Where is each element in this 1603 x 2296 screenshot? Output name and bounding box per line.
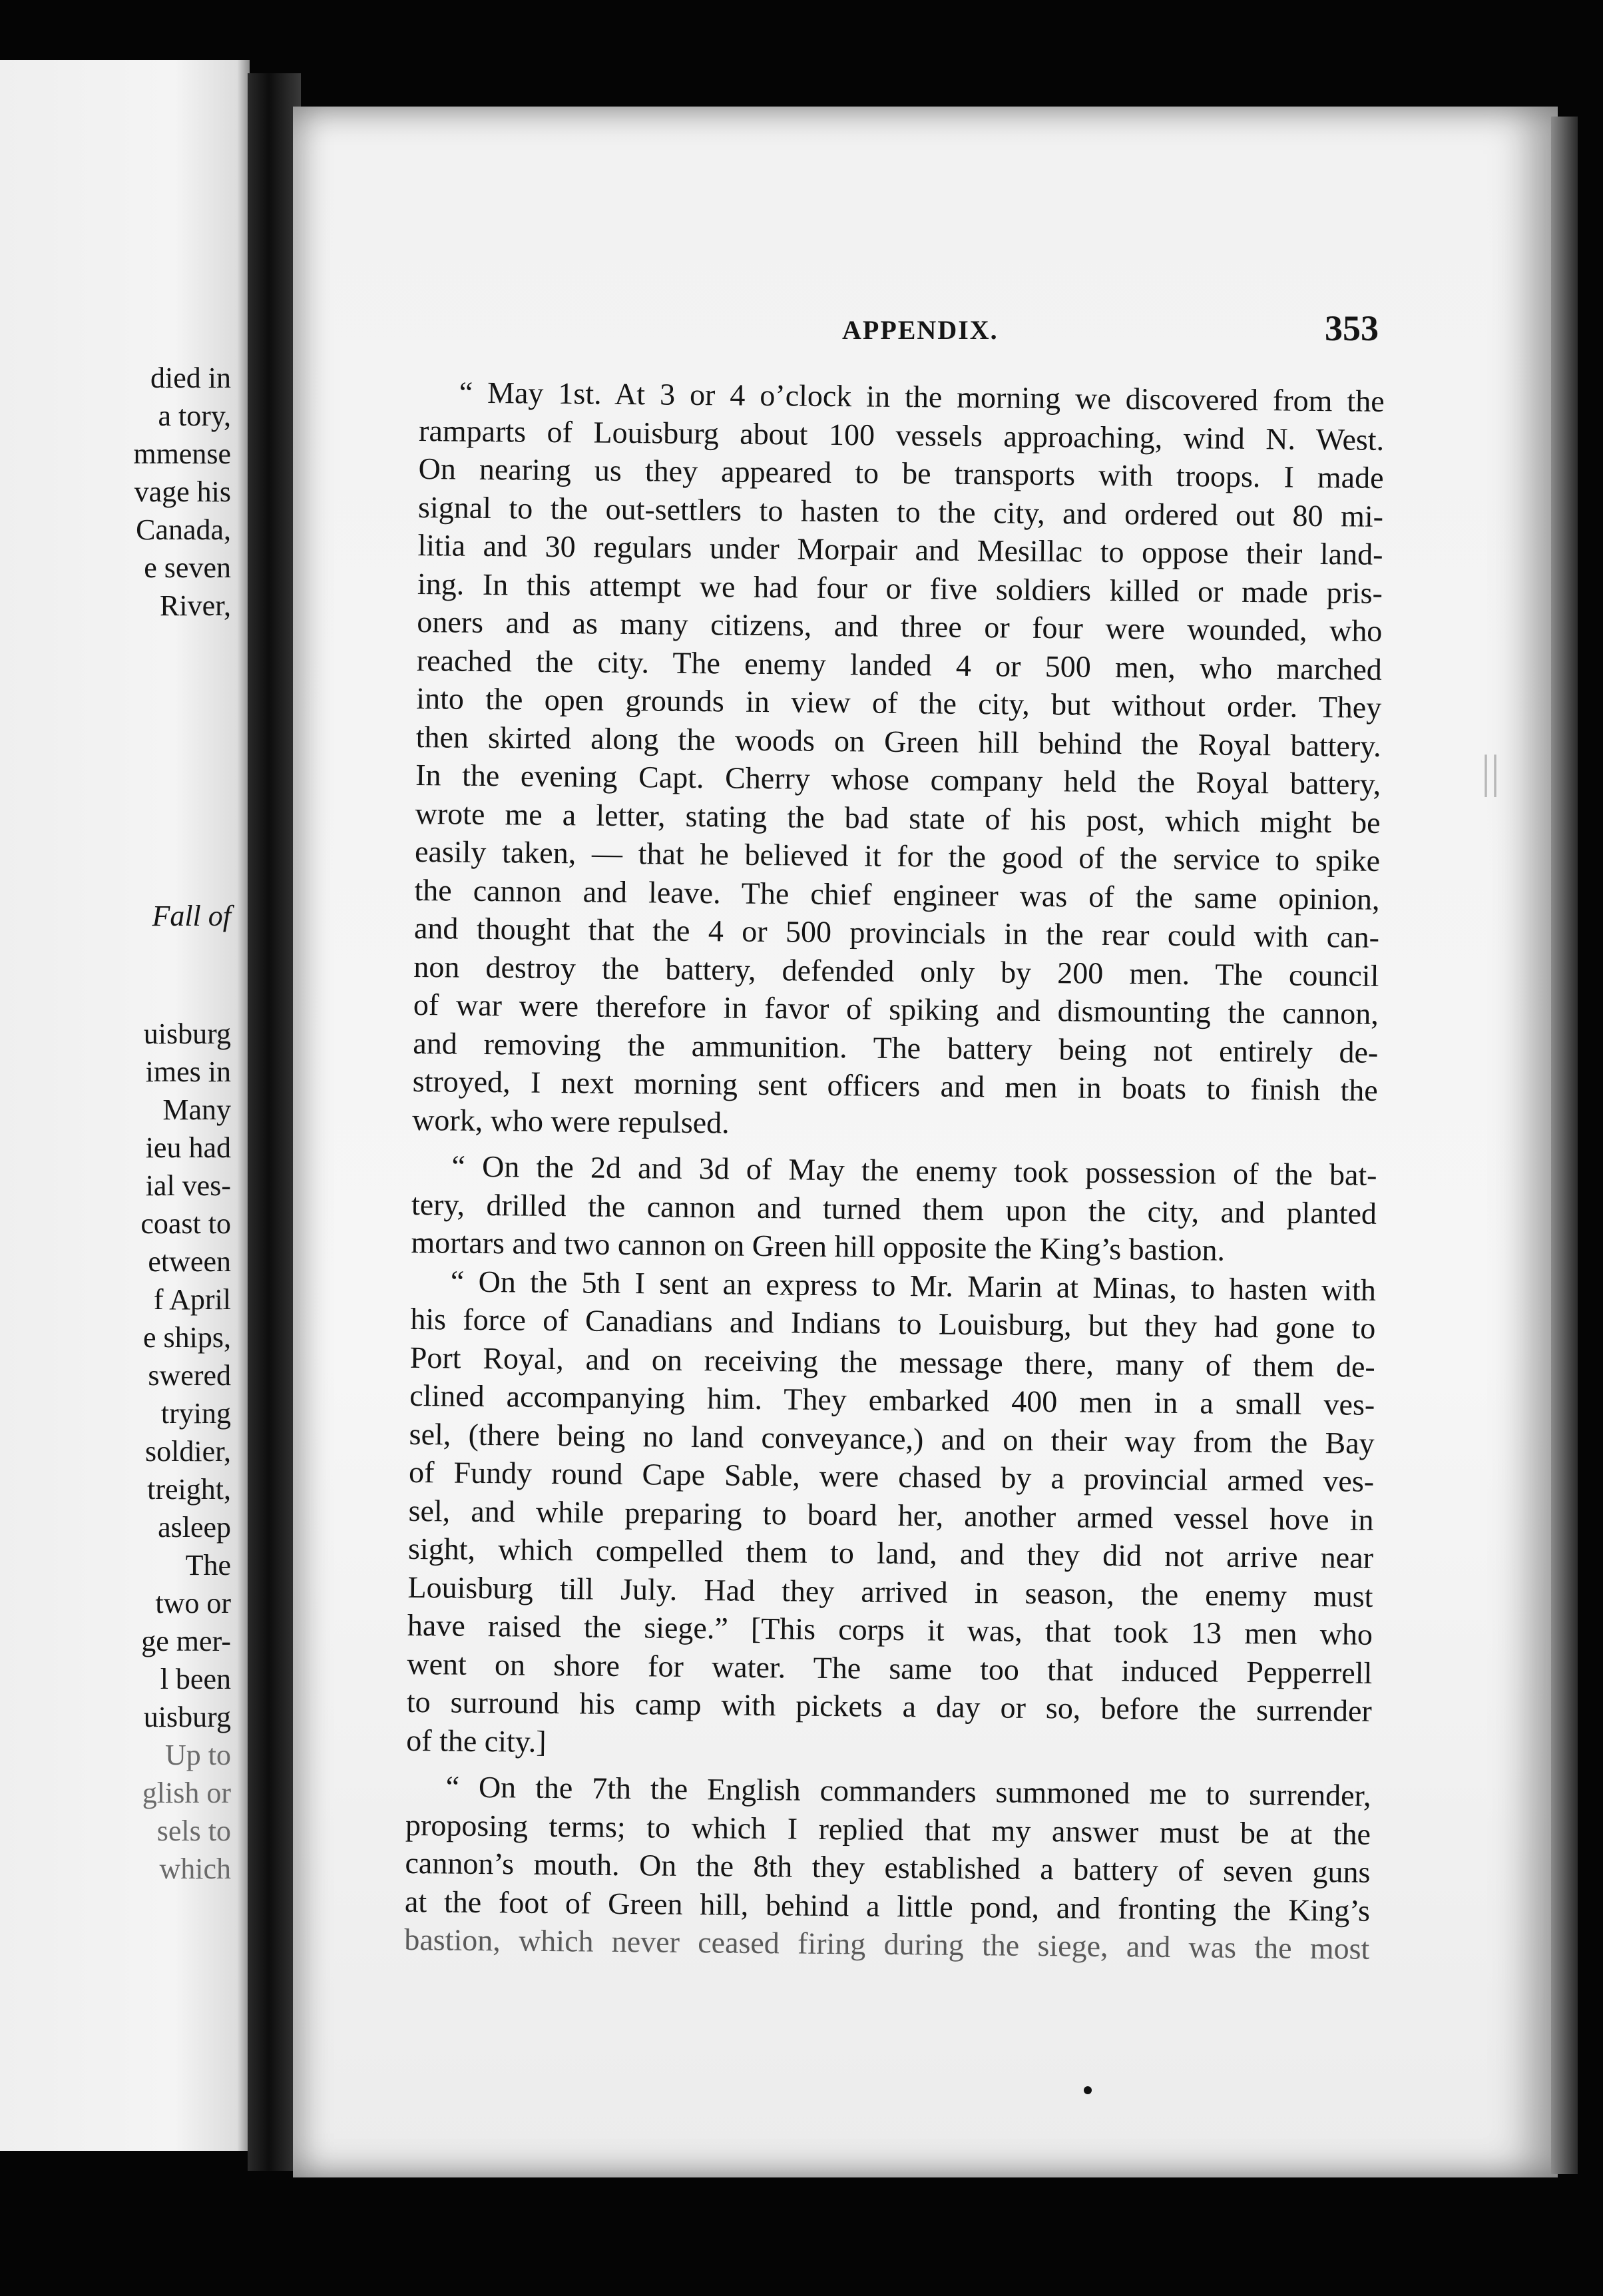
text-line: proposing terms; to which I replied that my answer must be at the	[405, 1807, 1371, 1851]
left-page-line: died in	[150, 362, 231, 394]
text-line: and removing the ammunition. The battery being not entirely de-	[413, 1025, 1379, 1069]
left-page-line: asleep	[158, 1511, 231, 1544]
text-line: Port Royal, and on receiving the message there, many of them de-	[409, 1340, 1375, 1384]
ink-dot	[1084, 2086, 1092, 2094]
page-edge-shadow	[1551, 117, 1578, 2174]
text-line: sel, and while preparing to board her, another armed vessel hove in	[408, 1493, 1374, 1537]
left-page-line: trying	[160, 1397, 231, 1430]
left-page-line: ge mer-	[141, 1625, 231, 1657]
left-page-line: which	[159, 1853, 231, 1885]
left-page-line: glish or	[142, 1777, 231, 1809]
text-line: to surround his camp with pickets a day or so, before the surrender	[406, 1684, 1373, 1728]
text-line: “ On the 2d and 3d of May the enemy took possession of the bat-	[451, 1149, 1377, 1192]
text-line: work, who were repulsed.	[411, 1102, 730, 1140]
left-page-line: ial ves-	[145, 1169, 231, 1202]
left-page-line: Many	[162, 1093, 231, 1126]
text-line: “ On the 5th I sent an express to Mr. Marin at Minas, to hasten with	[450, 1264, 1377, 1307]
text-line: into the open grounds in view of the city, but without order. They	[416, 681, 1382, 724]
left-page-line: sels to	[156, 1815, 231, 1847]
body-text	[404, 373, 1385, 1968]
page-number: 353	[1325, 308, 1379, 348]
left-page-line: Fall of	[152, 900, 231, 932]
left-page-line: mmense	[133, 437, 231, 470]
left-page-line: f April	[153, 1283, 231, 1316]
text-line: the cannon and leave. The chief engineer was of the same opinion,	[414, 872, 1380, 916]
text-line: his force of Canadians and Indians to Louisburg, but they had gone to	[410, 1301, 1376, 1345]
text-line: cannon’s mouth. On the 8th they established a battery of seven guns	[405, 1845, 1371, 1889]
left-page-line: treight,	[147, 1473, 231, 1506]
text-line: oners and as many citizens, and three or four were wounded, who	[417, 604, 1383, 648]
left-page-line: e ships,	[143, 1321, 231, 1354]
text-line: stroyed, I next morning sent officers and men in boats to finish the	[412, 1063, 1378, 1107]
running-header: APPENDIX.	[842, 315, 999, 345]
text-line: and thought that the 4 or 500 provincials in the rear could with can-	[413, 910, 1380, 954]
text-line: non destroy the battery, defended only by 200 men. The council	[413, 949, 1379, 993]
text-line: litia and 30 regulars under Morpair and Mesillac to oppose their land-	[417, 527, 1383, 571]
left-page-line: Up to	[165, 1739, 231, 1771]
text-line: bastion, which never ceased firing during the siege, and was the most	[404, 1922, 1370, 1966]
text-line: tery, drilled the cannon and turned them upon the city, and planted	[411, 1187, 1377, 1231]
left-page-line: etween	[148, 1245, 231, 1278]
show-through-mark: ||	[1481, 746, 1500, 798]
left-page-line: coast to	[140, 1207, 231, 1240]
left-page-line: uisburg	[143, 1701, 231, 1733]
text-line: “ May 1st. At 3 or 4 o’clock in the morning we discovered from the	[459, 375, 1385, 418]
left-page-line: imes in	[145, 1055, 231, 1088]
text-line: ing. In this attempt we had four or five soldiers killed or made pris-	[417, 566, 1383, 610]
text-line: “ On the 7th the English commanders summoned me to surrender,	[445, 1769, 1371, 1813]
text-line: went on shore for water. The same too that induced Pepperrell	[407, 1646, 1373, 1690]
text-line: easily taken, — that he believed it for the good of the service to spike	[414, 834, 1381, 878]
text-line: sight, which compelled them to land, and they did not arrive near	[407, 1531, 1374, 1575]
left-page-line: ieu had	[145, 1131, 231, 1164]
text-line: signal to the out-settlers to hasten to the city, and ordered out 80 mi-	[417, 489, 1384, 533]
text-line: of war were therefore in favor of spiking and dismounting the cannon,	[413, 987, 1379, 1031]
left-page-line: two or	[155, 1587, 231, 1619]
text-line: On nearing us they appeared to be transports with troops. I made	[418, 451, 1384, 495]
text-line: have raised the siege.” [This corps it was, that took 13 men who	[407, 1607, 1373, 1651]
left-page-line: l been	[160, 1663, 231, 1695]
left-page-line: e seven	[144, 551, 231, 584]
left-page-fragment	[0, 60, 250, 2151]
text-line: then skirted along the woods on Green hill behind the Royal battery.	[415, 719, 1381, 763]
left-page-line: The	[185, 1549, 231, 1581]
text-line: at the foot of Green hill, behind a little pond, and fronting the King’s	[404, 1884, 1371, 1928]
text-line: clined accompanying him. They embarked 400 men in a small ves-	[409, 1378, 1375, 1422]
text-line: reached the city. The enemy landed 4 or 500 men, who marched	[416, 643, 1383, 687]
text-line: of the city.]	[406, 1723, 547, 1759]
text-line: In the evening Capt. Cherry whose company held the Royal battery,	[415, 757, 1381, 801]
text-line: sel, (there being no land conveyance,) and on their way from the Bay	[409, 1416, 1375, 1460]
left-page-line: vage his	[134, 475, 231, 508]
text-line: of Fundy round Cape Sable, were chased by a provincial armed ves-	[408, 1454, 1375, 1498]
left-page-line: soldier,	[145, 1435, 231, 1468]
text-line: wrote me a letter, stating the bad state of his post, which might be	[415, 796, 1381, 840]
left-page-line: uisburg	[143, 1017, 231, 1050]
left-page-line: River,	[160, 589, 231, 622]
text-line: Louisburg till July. Had they arrived in season, the enemy must	[407, 1570, 1373, 1613]
left-page-line: a tory,	[158, 400, 231, 432]
left-page-line: Canada,	[136, 513, 231, 546]
text-line: mortars and two cannon on Green hill opposite the King’s bastion.	[411, 1225, 1226, 1267]
text-line: ramparts of Louisburg about 100 vessels approaching, wind N. West.	[418, 413, 1385, 457]
left-page-line: swered	[148, 1359, 231, 1392]
